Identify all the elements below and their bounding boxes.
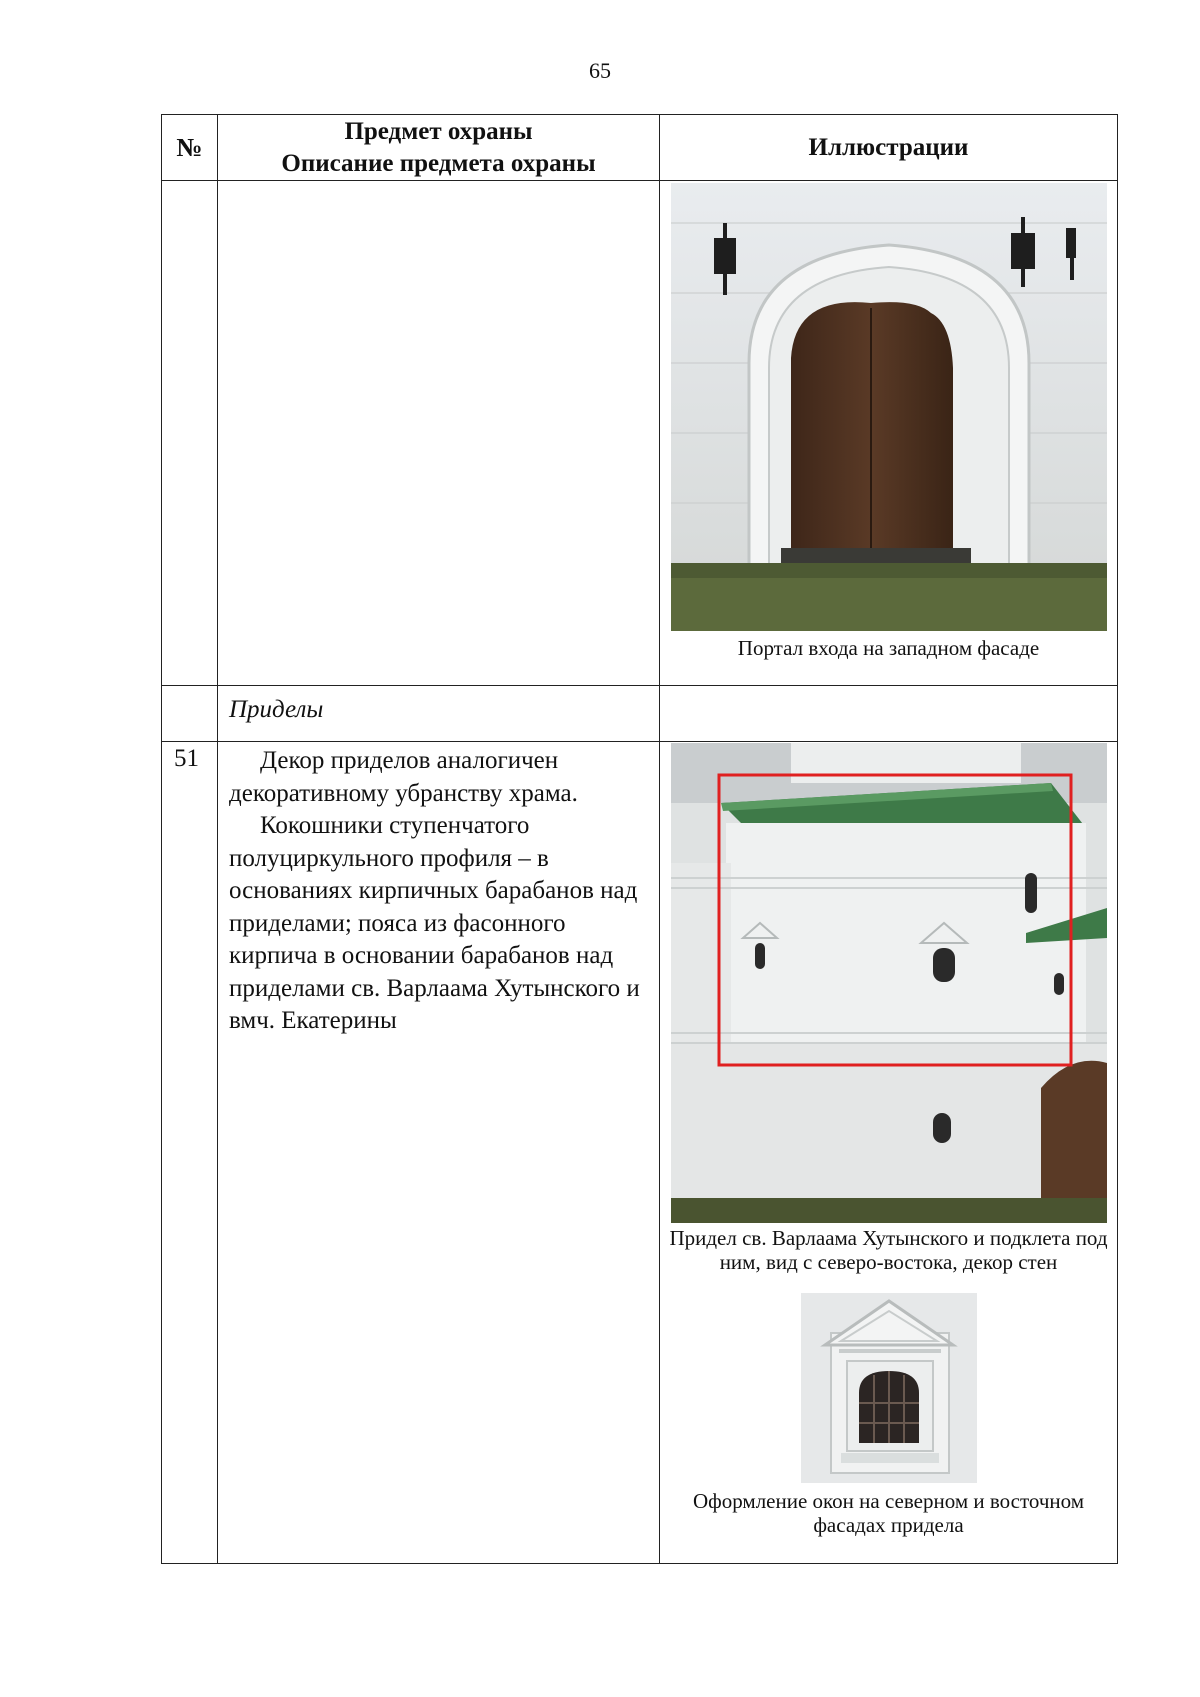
- cell-number: [162, 181, 218, 686]
- page-number: 65: [589, 58, 611, 83]
- item-number: 51: [174, 745, 199, 772]
- cell-section-title: [218, 686, 660, 742]
- illustration-caption: Оформление окон на северном и восточном фасадах придела: [692, 1489, 1085, 1537]
- description-paragraph: Декор приделов аналогичен декоративному убранству храма.: [229, 747, 578, 807]
- cell-illustrations: [660, 686, 1118, 742]
- table-header-row: [162, 115, 1118, 181]
- table-row: [162, 742, 1118, 1564]
- table-row: [162, 181, 1118, 686]
- description-paragraph: Кокошники ступенчатого полуциркульного профиля – в основаниях кирпичных барабанов над приделами; пояса из фасонного кирпича в основании барабанов над приделами св. Варлаама Хутынского и вмч. Екатерины: [229, 812, 640, 1034]
- illustration-caption: Придел св. Варлаама Хутынского и подклета под ним, вид с северо-востока, декор стен: [669, 1226, 1108, 1274]
- header-subject-line1: Предмет охраны: [344, 117, 533, 145]
- protection-table: [161, 114, 1118, 1564]
- cell-description: [218, 742, 660, 1564]
- cell-description: [218, 181, 660, 686]
- arched-portal-photo: [671, 183, 1107, 631]
- cell-illustrations: [660, 181, 1118, 686]
- header-subject: [218, 115, 660, 181]
- cell-number: [162, 686, 218, 742]
- chapel-facade-photo: [671, 743, 1107, 1223]
- cell-number: [162, 742, 218, 1564]
- header-subject-line2: Описание предмета охраны: [281, 149, 596, 177]
- header-illustrations: Иллюстрации: [660, 115, 1118, 181]
- illustration-caption: Портал входа на западном фасаде: [737, 636, 1040, 660]
- header-number: №: [162, 115, 218, 181]
- section-title: Приделы: [229, 696, 324, 723]
- table-row-section: [162, 686, 1118, 742]
- window-frame-photo: [801, 1293, 977, 1483]
- cell-illustrations: [660, 742, 1118, 1564]
